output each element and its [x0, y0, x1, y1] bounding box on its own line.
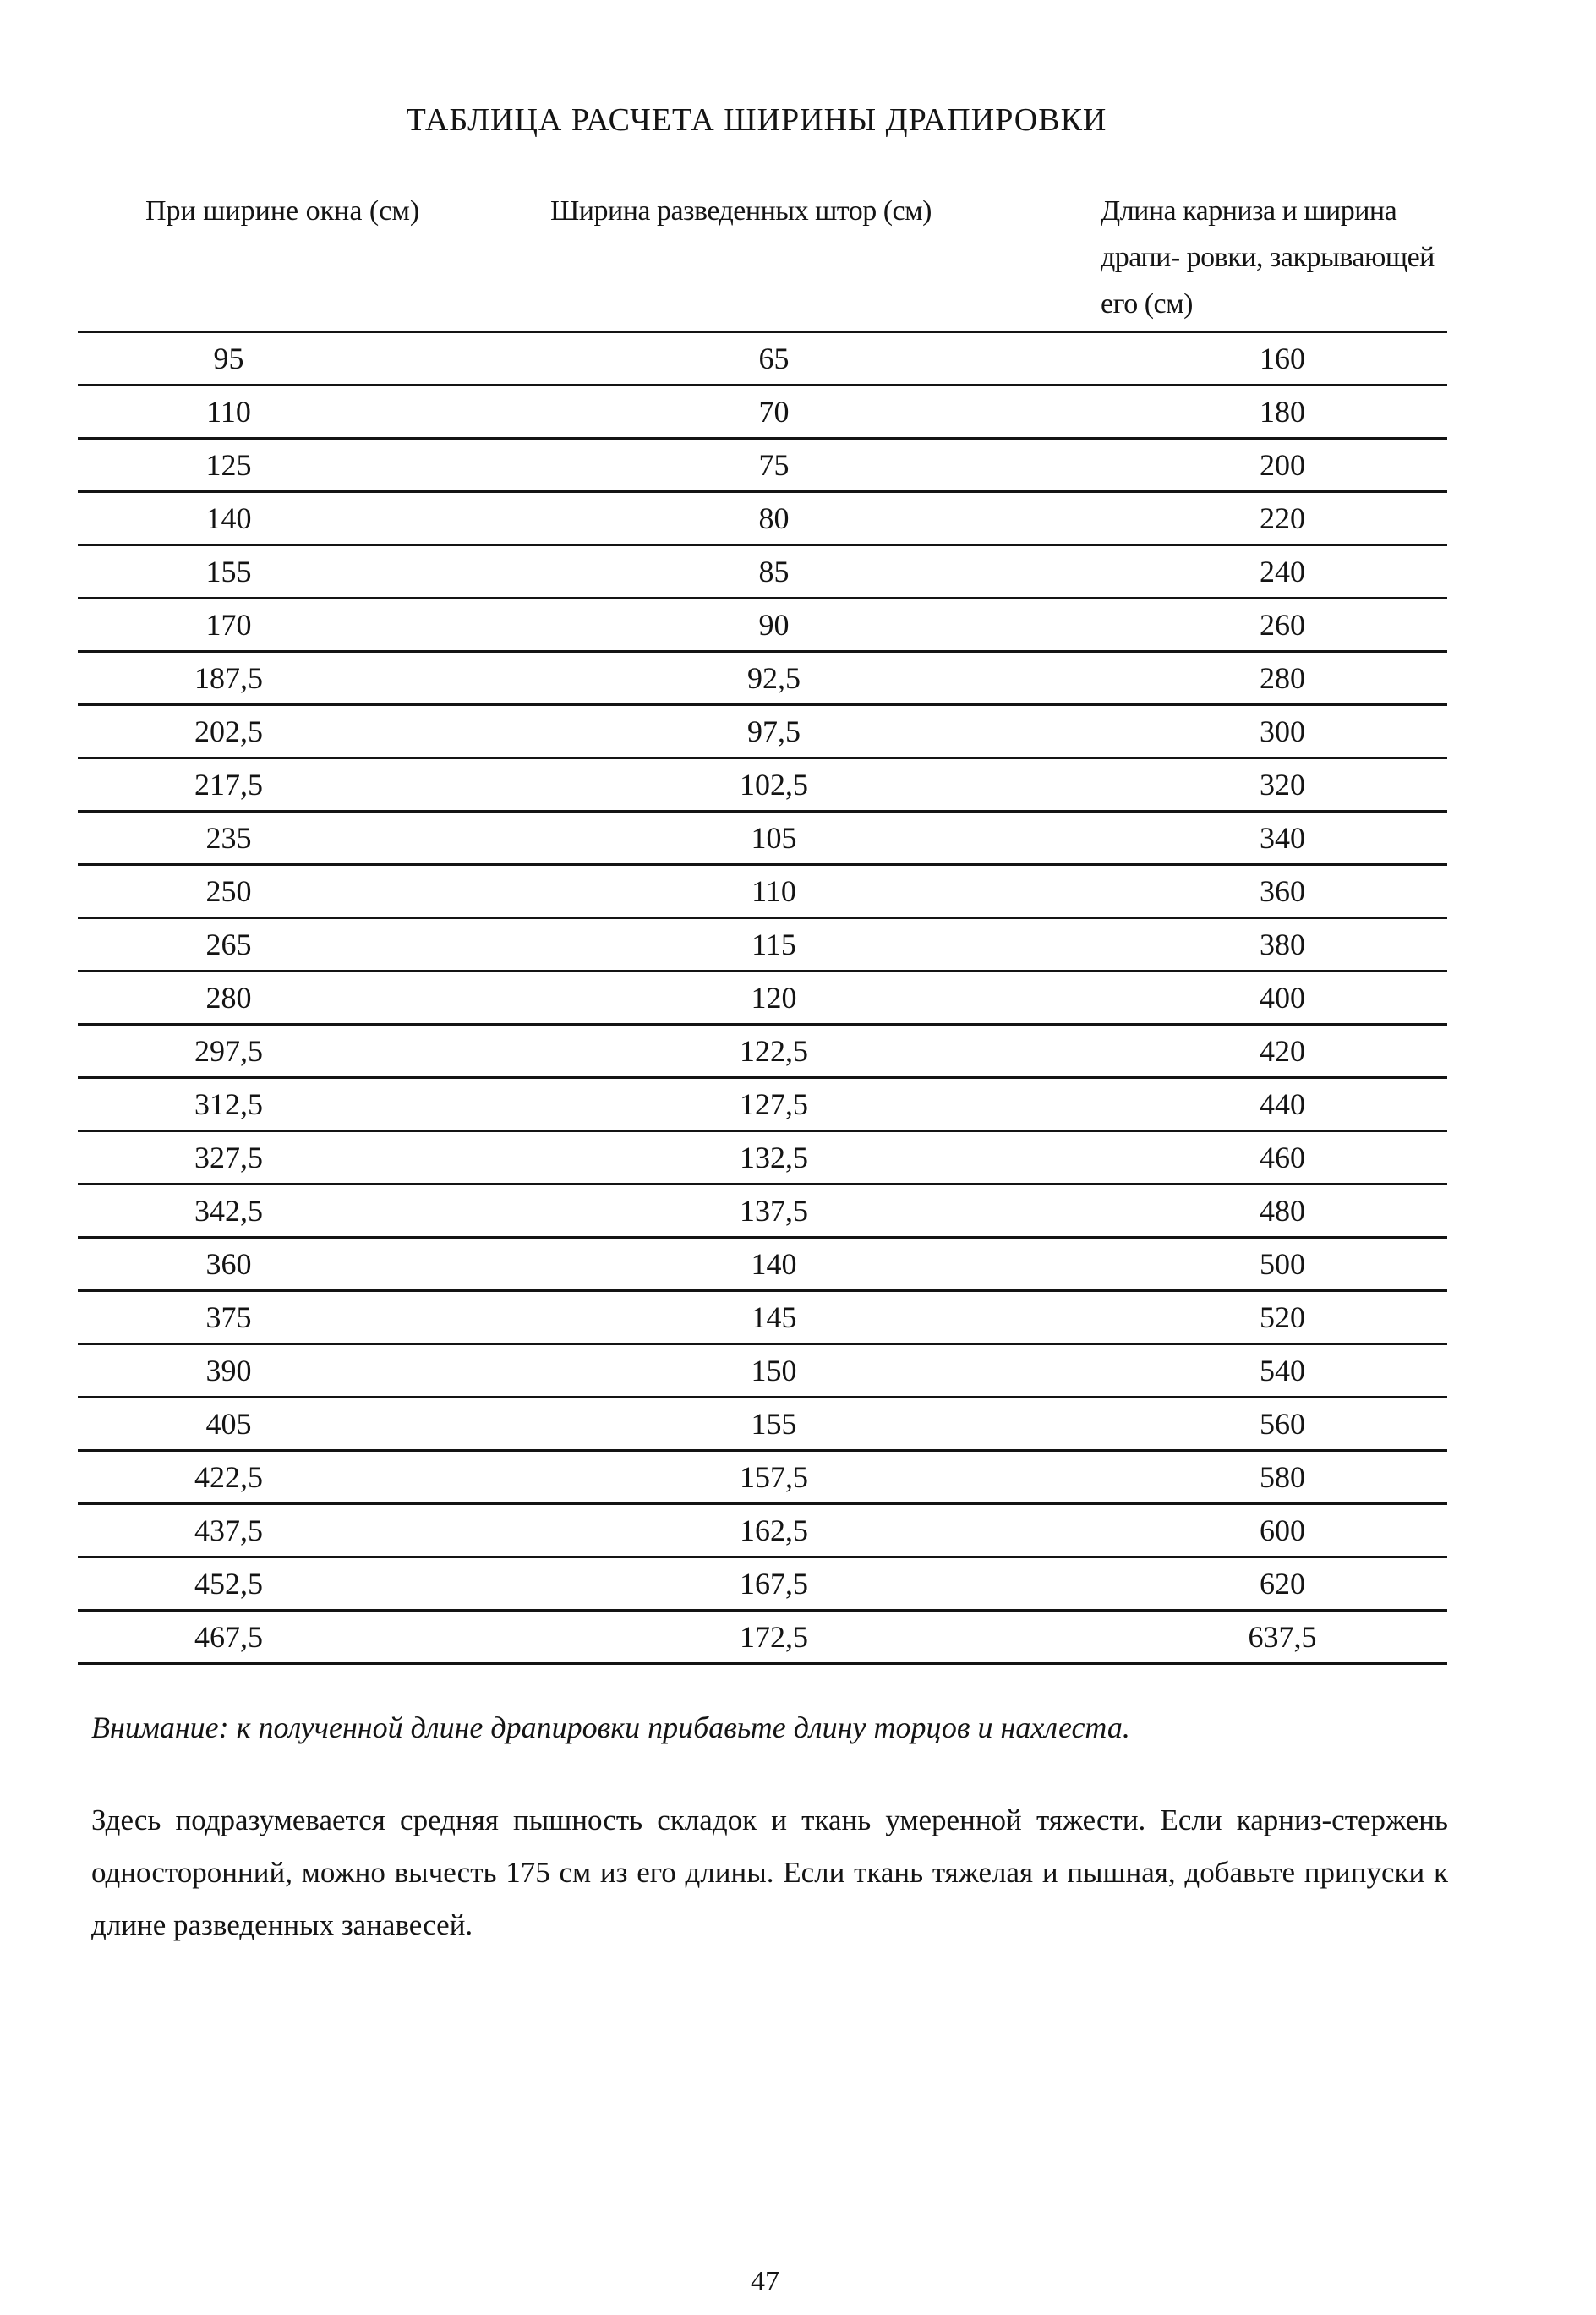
table-row	[78, 439, 1447, 492]
cell-curtain-width: 162,5	[532, 1504, 1016, 1557]
cell-cornice-length: 300	[1016, 705, 1447, 758]
cell-window-width: 265	[78, 918, 532, 971]
cell-window-width: 125	[78, 439, 532, 492]
cell-window-width: 467,5	[78, 1611, 532, 1664]
cell-curtain-width: 70	[532, 386, 1016, 439]
table-row	[78, 545, 1447, 599]
cell-cornice-length: 480	[1016, 1185, 1447, 1238]
drapery-width-table	[78, 188, 1447, 1665]
cell-cornice-length: 600	[1016, 1504, 1447, 1557]
cell-curtain-width: 122,5	[532, 1025, 1016, 1078]
table-header-row	[78, 188, 1447, 332]
cell-curtain-width: 120	[532, 971, 1016, 1025]
cell-curtain-width: 92,5	[532, 652, 1016, 705]
table-row	[78, 1238, 1447, 1291]
table-row	[78, 386, 1447, 439]
cell-window-width: 95	[78, 332, 532, 386]
page-title: ТАБЛИЦА РАСЧЕТА ШИРИНЫ ДРАПИРОВКИ	[406, 102, 1107, 138]
table-row	[78, 1185, 1447, 1238]
table-row	[78, 1504, 1447, 1557]
cell-cornice-length: 240	[1016, 545, 1447, 599]
table-row	[78, 652, 1447, 705]
page-number: 47	[751, 2266, 779, 2297]
cell-cornice-length: 580	[1016, 1451, 1447, 1504]
cell-window-width: 342,5	[78, 1185, 532, 1238]
cell-curtain-width: 110	[532, 865, 1016, 918]
cell-window-width: 405	[78, 1398, 532, 1451]
cell-window-width: 217,5	[78, 758, 532, 812]
cell-window-width: 327,5	[78, 1131, 532, 1185]
cell-curtain-width: 172,5	[532, 1611, 1016, 1664]
cell-window-width: 280	[78, 971, 532, 1025]
table-row	[78, 599, 1447, 652]
cell-cornice-length: 360	[1016, 865, 1447, 918]
table-row	[78, 1291, 1447, 1344]
cell-curtain-width: 115	[532, 918, 1016, 971]
cell-cornice-length: 400	[1016, 971, 1447, 1025]
cell-window-width: 452,5	[78, 1557, 532, 1611]
table-row	[78, 1131, 1447, 1185]
attention-note: Внимание: к полученной длине драпировки прибавьте длину торцов и нахлеста.	[91, 1710, 1130, 1744]
cell-window-width: 110	[78, 386, 532, 439]
cell-cornice-length: 320	[1016, 758, 1447, 812]
cell-window-width: 312,5	[78, 1078, 532, 1131]
table-row	[78, 1344, 1447, 1398]
cell-window-width: 155	[78, 545, 532, 599]
cell-cornice-length: 540	[1016, 1344, 1447, 1398]
cell-curtain-width: 102,5	[532, 758, 1016, 812]
table-row	[78, 1557, 1447, 1611]
cell-curtain-width: 127,5	[532, 1078, 1016, 1131]
cell-cornice-length: 180	[1016, 386, 1447, 439]
cell-curtain-width: 140	[532, 1238, 1016, 1291]
cell-cornice-length: 620	[1016, 1557, 1447, 1611]
cell-window-width: 390	[78, 1344, 532, 1398]
cell-window-width: 297,5	[78, 1025, 532, 1078]
table-row	[78, 918, 1447, 971]
cell-cornice-length: 440	[1016, 1078, 1447, 1131]
cell-cornice-length: 520	[1016, 1291, 1447, 1344]
table-row	[78, 492, 1447, 545]
cell-cornice-length: 420	[1016, 1025, 1447, 1078]
column-header-window-width: При ширине окна (см)	[78, 188, 532, 332]
cell-window-width: 187,5	[78, 652, 532, 705]
cell-curtain-width: 80	[532, 492, 1016, 545]
table-row	[78, 1451, 1447, 1504]
table-row	[78, 1078, 1447, 1131]
table-row	[78, 865, 1447, 918]
table-row	[78, 705, 1447, 758]
cell-curtain-width: 105	[532, 812, 1016, 865]
column-header-cornice-length: Длина карниза и ширина драпи- ровки, закрывающей его (см)	[1016, 188, 1447, 332]
column-header-curtain-width: Ширина разведенных штор (см)	[532, 188, 1016, 332]
cell-curtain-width: 132,5	[532, 1131, 1016, 1185]
table-row	[78, 332, 1447, 386]
cell-cornice-length: 500	[1016, 1238, 1447, 1291]
cell-curtain-width: 150	[532, 1344, 1016, 1398]
cell-cornice-length: 280	[1016, 652, 1447, 705]
table-row	[78, 1025, 1447, 1078]
cell-cornice-length: 340	[1016, 812, 1447, 865]
cell-cornice-length: 460	[1016, 1131, 1447, 1185]
cell-curtain-width: 155	[532, 1398, 1016, 1451]
cell-cornice-length: 160	[1016, 332, 1447, 386]
cell-cornice-length: 200	[1016, 439, 1447, 492]
cell-window-width: 375	[78, 1291, 532, 1344]
cell-window-width: 140	[78, 492, 532, 545]
cell-curtain-width: 75	[532, 439, 1016, 492]
cell-curtain-width: 65	[532, 332, 1016, 386]
cell-cornice-length: 637,5	[1016, 1611, 1447, 1664]
cell-curtain-width: 157,5	[532, 1451, 1016, 1504]
cell-window-width: 202,5	[78, 705, 532, 758]
cell-cornice-length: 380	[1016, 918, 1447, 971]
cell-window-width: 170	[78, 599, 532, 652]
cell-window-width: 422,5	[78, 1451, 532, 1504]
table-row	[78, 1398, 1447, 1451]
table-row	[78, 1611, 1447, 1664]
cell-curtain-width: 90	[532, 599, 1016, 652]
cell-curtain-width: 97,5	[532, 705, 1016, 758]
cell-cornice-length: 260	[1016, 599, 1447, 652]
cell-window-width: 360	[78, 1238, 532, 1291]
cell-cornice-length: 560	[1016, 1398, 1447, 1451]
cell-curtain-width: 145	[532, 1291, 1016, 1344]
cell-window-width: 235	[78, 812, 532, 865]
cell-window-width: 437,5	[78, 1504, 532, 1557]
table-row	[78, 971, 1447, 1025]
cell-curtain-width: 85	[532, 545, 1016, 599]
cell-curtain-width: 167,5	[532, 1557, 1016, 1611]
table-row	[78, 812, 1447, 865]
cell-cornice-length: 220	[1016, 492, 1447, 545]
explanation-paragraph: Здесь подразумевается средняя пышность складок и ткань умеренной тяжести. Если карниз-стержень односторонний, можно вычесть 175 см из его длины. Если ткань тяжелая и пышная, добавьте припуски к длине разведенных занавесей.	[91, 1803, 1448, 1941]
table-row	[78, 758, 1447, 812]
cell-window-width: 250	[78, 865, 532, 918]
cell-curtain-width: 137,5	[532, 1185, 1016, 1238]
